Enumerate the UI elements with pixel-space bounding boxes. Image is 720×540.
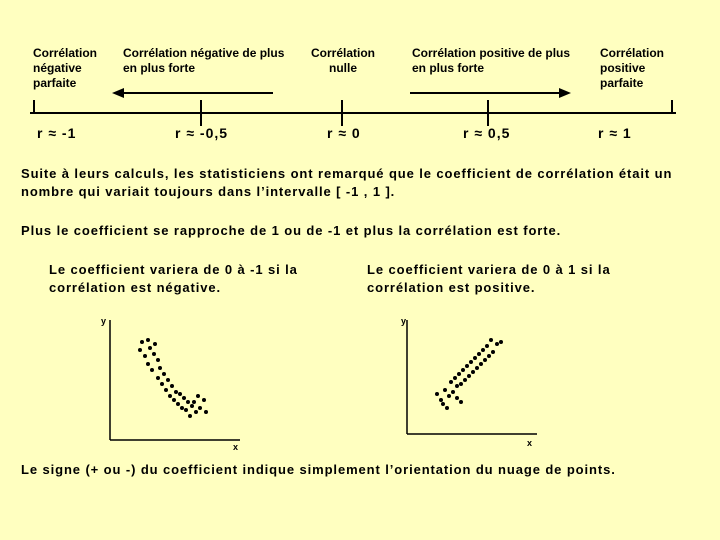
- scatter-point: [164, 388, 168, 392]
- scatter-point: [178, 392, 182, 396]
- r-value-zero: r ≈ 0: [327, 125, 361, 141]
- scatter-point: [459, 382, 463, 386]
- scatter-point: [449, 380, 453, 384]
- scatter-point: [459, 400, 463, 404]
- scatter-points: [435, 338, 503, 410]
- scatter-point: [465, 364, 469, 368]
- scatter-point: [443, 388, 447, 392]
- label-null: Corrélation nulle: [310, 46, 375, 75]
- r-value-plus-1: r ≈ 1: [598, 125, 632, 141]
- scatter-point: [495, 342, 499, 346]
- scatter-point: [471, 370, 475, 374]
- scatter-point: [196, 394, 200, 398]
- scatter-point: [140, 340, 144, 344]
- scatter-point: [457, 372, 461, 376]
- scatter-point: [435, 392, 439, 396]
- correlation-scale: [0, 0, 720, 140]
- scatter-point: [491, 350, 495, 354]
- r-value-plus-half: r ≈ 0,5: [463, 125, 511, 141]
- scatter-point: [202, 398, 206, 402]
- paragraph-sign: Le signe (+ ou -) du coefficient indique simplement l’orientation du nuage de points.: [21, 462, 616, 477]
- positive-arrow-head: [559, 88, 571, 98]
- scatter-point: [153, 342, 157, 346]
- scatter-points: [138, 338, 208, 418]
- scatter-point: [152, 352, 156, 356]
- scatter-point: [487, 354, 491, 358]
- paragraph-interval: Suite à leurs calculs, les statisticiens ont remarqué que le coefficient de corrélation était un nombre qui variait toujours dans l’intervalle [ -1 , 1 ].: [21, 166, 673, 199]
- scatter-point: [170, 384, 174, 388]
- y-axis-label: y: [101, 316, 107, 326]
- caption-negative: Le coefficient variera de 0 à -1 si la corrélation est négative.: [49, 262, 298, 295]
- scatter-point: [166, 378, 170, 382]
- scatter-point: [461, 368, 465, 372]
- label-positive-perfect: Corrélation positive parfaite: [600, 46, 665, 90]
- caption-positive: Le coefficient variera de 0 à 1 si la corrélation est positive.: [367, 262, 611, 295]
- scatter-point: [150, 368, 154, 372]
- scatter-point: [143, 354, 147, 358]
- scatter-point: [168, 394, 172, 398]
- scatter-point: [156, 358, 160, 362]
- scatter-point: [441, 402, 445, 406]
- scatter-point: [485, 344, 489, 348]
- scatter-point: [184, 408, 188, 412]
- scatter-point: [455, 384, 459, 388]
- scatter-point: [180, 406, 184, 410]
- scatter-point: [445, 406, 449, 410]
- scatter-point: [146, 362, 150, 366]
- x-axis-label: x: [233, 442, 239, 452]
- scatter-point: [138, 348, 142, 352]
- scatter-point: [463, 378, 467, 382]
- scatter-point: [198, 406, 202, 410]
- y-axis-label: y: [401, 316, 407, 326]
- scatter-positive: [397, 312, 547, 452]
- scatter-negative: [100, 312, 250, 452]
- scatter-point: [176, 402, 180, 406]
- scatter-point: [455, 396, 459, 400]
- scatter-point: [190, 404, 194, 408]
- scatter-point: [160, 382, 164, 386]
- scatter-point: [453, 376, 457, 380]
- scatter-point: [483, 358, 487, 362]
- scatter-point: [158, 366, 162, 370]
- r-value-minus-1: r ≈ -1: [37, 125, 77, 141]
- scatter-point: [156, 376, 160, 380]
- scatter-point: [479, 362, 483, 366]
- scatter-point: [172, 398, 176, 402]
- scatter-point: [192, 400, 196, 404]
- scatter-point: [469, 360, 473, 364]
- x-axis-label: x: [527, 438, 533, 448]
- scatter-point: [148, 346, 152, 350]
- scatter-point: [499, 340, 503, 344]
- scatter-point: [439, 398, 443, 402]
- scatter-point: [473, 356, 477, 360]
- paragraph-strength: Plus le coefficient se rapproche de 1 ou de -1 et plus la corrélation est forte.: [21, 223, 562, 238]
- r-value-minus-half: r ≈ -0,5: [175, 125, 229, 141]
- scatter-point: [174, 390, 178, 394]
- scatter-point: [146, 338, 150, 342]
- scatter-point: [162, 372, 166, 376]
- scatter-point: [475, 366, 479, 370]
- scatter-point: [467, 374, 471, 378]
- scatter-point: [447, 394, 451, 398]
- negative-arrow-head: [112, 88, 124, 98]
- scatter-point: [182, 396, 186, 400]
- scatter-point: [204, 410, 208, 414]
- scatter-point: [188, 414, 192, 418]
- label-negative-stronger: Corrélation négative de plus en plus forte: [123, 46, 285, 75]
- scatter-point: [186, 400, 190, 404]
- scatter-point: [451, 390, 455, 394]
- scatter-point: [489, 338, 493, 342]
- label-negative-perfect: Corrélation négative parfaite: [33, 46, 98, 90]
- scatter-point: [481, 348, 485, 352]
- scatter-point: [194, 410, 198, 414]
- label-positive-stronger: Corrélation positive de plus en plus forte: [412, 46, 571, 75]
- scatter-point: [477, 352, 481, 356]
